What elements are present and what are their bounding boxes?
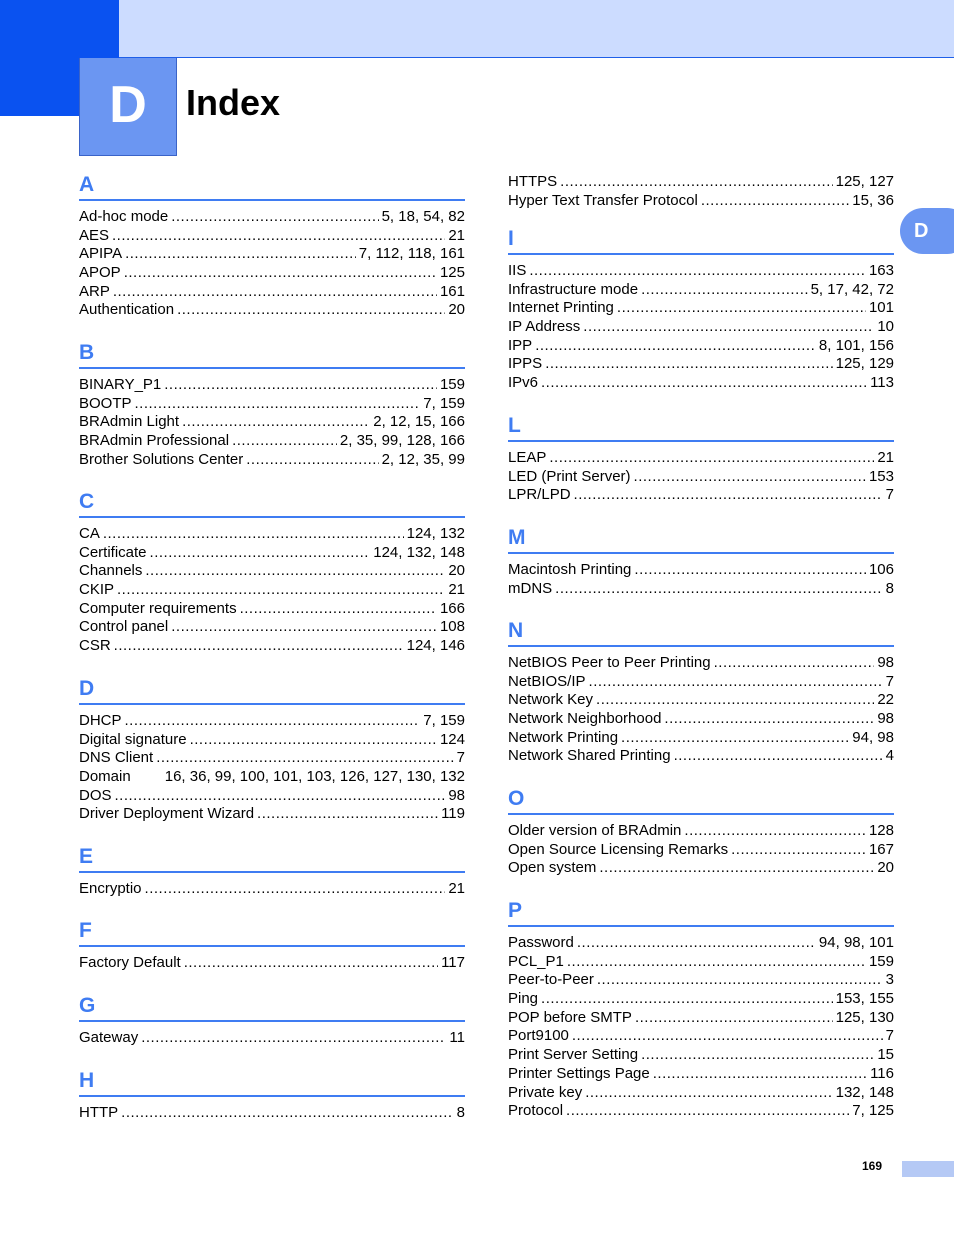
index-term: NetBIOS/IP bbox=[508, 672, 586, 690]
index-term: Open Source Licensing Remarks bbox=[508, 840, 729, 858]
dot-leader bbox=[572, 1027, 883, 1046]
index-term: ARP bbox=[79, 282, 110, 300]
index-page-refs: 8, 101, 156 bbox=[818, 336, 894, 354]
index-term: Printer Settings Page bbox=[508, 1064, 650, 1082]
index-page-refs: 15 bbox=[877, 1046, 894, 1064]
index-term: mDNS bbox=[508, 579, 553, 597]
index-term: Ad-hoc mode bbox=[79, 208, 169, 225]
index-page-refs: 161 bbox=[439, 282, 465, 300]
entry-list bbox=[79, 1104, 465, 1123]
index-term: DNS Client bbox=[79, 749, 154, 767]
section-letter-heading: P bbox=[508, 898, 894, 927]
index-page-refs: 159 bbox=[439, 376, 465, 393]
index-term: Digital signature bbox=[79, 730, 187, 748]
section-letter-heading: B bbox=[79, 340, 465, 369]
dot-leader bbox=[171, 618, 437, 637]
index-section-o bbox=[508, 786, 894, 878]
index-page-refs: 125, 127 bbox=[835, 173, 894, 190]
index-term: IIS bbox=[508, 262, 527, 279]
index-term: CKIP bbox=[79, 581, 115, 599]
index-page-refs: 7, 112, 118, 161 bbox=[358, 245, 465, 263]
dot-leader bbox=[182, 413, 370, 432]
index-entry bbox=[508, 673, 894, 692]
dot-leader bbox=[674, 747, 883, 766]
entry-list bbox=[508, 934, 894, 1121]
index-page-refs: 7 bbox=[885, 486, 894, 504]
index-page-refs: 106 bbox=[868, 561, 894, 578]
section-letter-heading: N bbox=[508, 618, 894, 647]
index-entry bbox=[508, 561, 894, 580]
dot-leader bbox=[150, 544, 371, 563]
index-term: Driver Deployment Wizard bbox=[79, 805, 255, 823]
dot-leader bbox=[535, 337, 816, 356]
index-page-refs: 7, 125 bbox=[852, 1102, 894, 1120]
index-term: Certificate bbox=[79, 543, 147, 561]
index-term: Computer requirements bbox=[79, 599, 237, 617]
entry-list bbox=[508, 822, 894, 878]
index-term: Protocol bbox=[508, 1102, 564, 1120]
index-page-refs: 119 bbox=[441, 805, 465, 823]
index-section-p bbox=[508, 898, 894, 1121]
dot-leader bbox=[541, 990, 833, 1009]
dot-leader bbox=[156, 749, 453, 768]
dot-leader bbox=[141, 1029, 446, 1048]
index-page-refs: 124 bbox=[439, 730, 465, 748]
index-page-refs: 124, 132 bbox=[406, 525, 465, 542]
index-page-refs: 124, 132, 148 bbox=[373, 543, 465, 561]
dot-leader bbox=[583, 318, 874, 337]
index-entry bbox=[79, 637, 465, 656]
dot-leader bbox=[566, 1102, 849, 1121]
index-page-refs: 4 bbox=[885, 747, 894, 765]
index-term: Channels bbox=[79, 562, 143, 580]
index-page-refs: 2, 12, 35, 99 bbox=[381, 450, 465, 468]
index-entry bbox=[508, 281, 894, 300]
index-page-refs: 7 bbox=[885, 1027, 894, 1045]
index-term: Network Printing bbox=[508, 728, 619, 746]
index-page-refs: 153 bbox=[868, 467, 894, 485]
index-entry bbox=[79, 208, 465, 227]
index-page-refs: 20 bbox=[877, 859, 894, 877]
section-letter-heading: G bbox=[79, 993, 465, 1022]
index-entry bbox=[508, 262, 894, 281]
index-entry bbox=[508, 729, 894, 748]
index-page-refs: 21 bbox=[448, 880, 465, 897]
index-entry bbox=[508, 953, 894, 972]
dot-leader bbox=[617, 299, 866, 318]
dot-leader bbox=[257, 805, 438, 824]
index-page-refs: 159 bbox=[868, 952, 894, 970]
index-entry bbox=[508, 374, 894, 393]
index-section-i bbox=[508, 226, 894, 393]
index-section-l bbox=[508, 413, 894, 505]
entry-list bbox=[508, 262, 894, 393]
index-entry bbox=[508, 337, 894, 356]
index-section-g bbox=[79, 993, 465, 1048]
index-entry bbox=[508, 934, 894, 953]
index-entry bbox=[508, 1027, 894, 1046]
index-term: APIPA bbox=[79, 245, 123, 263]
dot-leader bbox=[113, 283, 437, 302]
index-section-h bbox=[79, 1068, 465, 1123]
footer-accent-bar bbox=[902, 1161, 954, 1177]
index-term: POP before SMTP bbox=[508, 1008, 632, 1026]
index-term: LEAP bbox=[508, 449, 547, 466]
dot-leader bbox=[641, 1046, 874, 1065]
index-term: Ping bbox=[508, 990, 539, 1008]
dot-leader bbox=[121, 1104, 453, 1123]
index-entry bbox=[79, 787, 465, 806]
index-term: Older version of BRAdmin bbox=[508, 822, 682, 839]
dot-leader bbox=[596, 691, 874, 710]
index-page-refs: 7, 159 bbox=[423, 712, 465, 729]
dot-leader bbox=[567, 953, 866, 972]
index-term: Password bbox=[508, 934, 574, 951]
dot-leader bbox=[190, 731, 437, 750]
index-entry bbox=[79, 432, 465, 451]
entry-list bbox=[79, 712, 465, 824]
index-entry bbox=[79, 600, 465, 619]
dot-leader bbox=[653, 1065, 867, 1084]
index-page-refs: 101 bbox=[868, 299, 894, 317]
index-page-refs: 21 bbox=[448, 581, 465, 599]
index-term: BRAdmin Light bbox=[79, 413, 180, 431]
index-entry bbox=[508, 710, 894, 729]
index-section-b bbox=[79, 340, 465, 469]
index-term: IPP bbox=[508, 336, 533, 354]
index-term: Macintosh Printing bbox=[508, 561, 632, 578]
entry-list bbox=[79, 1029, 465, 1048]
entry-list bbox=[79, 208, 465, 320]
dot-leader bbox=[701, 192, 849, 211]
chapter-letter-box: D bbox=[79, 58, 177, 156]
dot-leader bbox=[246, 451, 378, 470]
index-entry bbox=[79, 618, 465, 637]
index-entry bbox=[79, 581, 465, 600]
index-term: APOP bbox=[79, 264, 121, 282]
index-term: LPR/LPD bbox=[508, 486, 571, 504]
index-term: Control panel bbox=[79, 618, 169, 636]
index-page-refs: 124, 146 bbox=[406, 637, 465, 655]
dot-leader bbox=[529, 262, 866, 281]
index-entry bbox=[508, 822, 894, 841]
index-entry bbox=[508, 486, 894, 505]
dot-leader bbox=[549, 449, 874, 468]
index-entry bbox=[508, 173, 894, 192]
index-section-f bbox=[79, 918, 465, 973]
index-entry bbox=[79, 264, 465, 283]
index-term: IPv6 bbox=[508, 374, 539, 392]
index-term: Gateway bbox=[79, 1029, 139, 1046]
dot-leader bbox=[597, 971, 883, 990]
index-page-refs: 125, 129 bbox=[835, 355, 894, 373]
dot-leader bbox=[731, 841, 866, 860]
index-page-refs: 98 bbox=[877, 654, 894, 671]
index-term: IP Address bbox=[508, 318, 581, 336]
index-entry bbox=[508, 1046, 894, 1065]
dot-leader bbox=[714, 654, 875, 673]
index-entry bbox=[79, 395, 465, 414]
index-entry bbox=[508, 318, 894, 337]
index-entry bbox=[79, 1029, 465, 1048]
index-term: Network Neighborhood bbox=[508, 710, 662, 728]
index-entry bbox=[508, 841, 894, 860]
dot-leader bbox=[184, 954, 438, 973]
index-entry bbox=[79, 954, 465, 973]
section-letter-heading: E bbox=[79, 844, 465, 873]
dot-leader bbox=[171, 208, 378, 227]
section-letter-heading: D bbox=[79, 676, 465, 705]
index-entry bbox=[79, 301, 465, 320]
index-entry bbox=[508, 299, 894, 318]
index-term: Authentication bbox=[79, 301, 175, 319]
index-section-n bbox=[508, 618, 894, 766]
index-section-c bbox=[79, 489, 465, 656]
index-entry bbox=[79, 376, 465, 395]
dot-leader bbox=[145, 562, 445, 581]
entry-list bbox=[79, 376, 465, 469]
chapter-side-tab[interactable]: D bbox=[900, 208, 954, 254]
index-entry bbox=[79, 451, 465, 470]
index-term: Domain bbox=[79, 768, 131, 786]
index-page-refs: 128 bbox=[868, 822, 894, 839]
index-page-refs: 2, 12, 15, 166 bbox=[373, 413, 465, 431]
index-entry bbox=[79, 245, 465, 264]
dot-leader bbox=[635, 1009, 833, 1028]
index-page-refs: 7, 159 bbox=[423, 394, 465, 412]
index-page-refs: 125, 130 bbox=[835, 1008, 894, 1026]
index-term: Encryptio bbox=[79, 880, 142, 897]
index-page-refs: 113 bbox=[870, 374, 894, 392]
index-page-refs: 94, 98, 101 bbox=[818, 934, 894, 951]
dot-leader bbox=[232, 432, 337, 451]
dot-leader bbox=[621, 729, 849, 748]
index-entry bbox=[79, 749, 465, 768]
index-entry bbox=[508, 1009, 894, 1028]
index-entry bbox=[508, 449, 894, 468]
index-page-refs: 5, 17, 42, 72 bbox=[810, 280, 894, 298]
dot-leader bbox=[240, 600, 437, 619]
dot-leader bbox=[117, 581, 445, 600]
dot-leader bbox=[664, 710, 874, 729]
index-entry bbox=[79, 283, 465, 302]
index-term: PCL_P1 bbox=[508, 952, 564, 970]
index-page-refs: 108 bbox=[439, 618, 465, 636]
index-term: IPPS bbox=[508, 355, 543, 373]
index-term: DHCP bbox=[79, 712, 122, 729]
index-entry bbox=[79, 880, 465, 899]
dot-leader bbox=[641, 281, 808, 300]
dot-leader bbox=[574, 486, 883, 505]
dot-leader bbox=[124, 264, 437, 283]
entry-list bbox=[508, 561, 894, 598]
index-term: HTTPS bbox=[508, 173, 558, 190]
index-entry bbox=[508, 990, 894, 1009]
index-entry bbox=[508, 747, 894, 766]
section-letter-heading: H bbox=[79, 1068, 465, 1097]
index-page-refs: 98 bbox=[448, 786, 465, 804]
index-term: Infrastructure mode bbox=[508, 280, 639, 298]
index-entry bbox=[79, 712, 465, 731]
index-page-refs: 8 bbox=[885, 579, 894, 597]
index-page-refs: 117 bbox=[441, 954, 465, 971]
index-page-refs: 7 bbox=[456, 749, 465, 767]
index-page-refs: 20 bbox=[448, 562, 465, 580]
dot-leader bbox=[585, 1084, 832, 1103]
index-page-refs: 16, 36, 99, 100, 101, 103, 126, 127, 130, 132 bbox=[164, 768, 465, 786]
dot-leader bbox=[545, 355, 832, 374]
index-page-refs: 132, 148 bbox=[835, 1083, 894, 1101]
index-entry bbox=[79, 227, 465, 246]
index-term: Network Key bbox=[508, 691, 594, 709]
dot-leader bbox=[555, 580, 882, 599]
index-entry bbox=[79, 413, 465, 432]
index-term: CA bbox=[79, 525, 100, 542]
section-letter-heading: F bbox=[79, 918, 465, 947]
index-section-h-continued bbox=[508, 173, 894, 210]
index-entry bbox=[79, 805, 465, 824]
index-term: Hyper Text Transfer Protocol bbox=[508, 191, 698, 209]
dot-leader bbox=[103, 525, 404, 544]
dot-leader bbox=[164, 376, 437, 395]
index-entry bbox=[508, 580, 894, 599]
index-page-refs: 7 bbox=[885, 672, 894, 690]
entry-list bbox=[79, 954, 465, 973]
index-term: CSR bbox=[79, 637, 111, 655]
index-entry bbox=[79, 544, 465, 563]
dot-leader bbox=[577, 934, 816, 953]
index-page-refs: 22 bbox=[877, 691, 894, 709]
index-entry bbox=[508, 468, 894, 487]
index-page-refs: 15, 36 bbox=[852, 191, 894, 209]
index-term: Peer-to-Peer bbox=[508, 971, 594, 989]
dot-leader bbox=[125, 712, 421, 731]
index-term: BRAdmin Professional bbox=[79, 432, 230, 450]
entry-list bbox=[79, 525, 465, 656]
index-entry bbox=[508, 355, 894, 374]
index-page-refs: 125 bbox=[439, 264, 465, 282]
index-section-m bbox=[508, 525, 894, 598]
page-number: 169 bbox=[862, 1159, 883, 1173]
section-letter-heading: C bbox=[79, 489, 465, 518]
index-term: Private key bbox=[508, 1083, 583, 1101]
entry-list bbox=[79, 880, 465, 899]
index-entry bbox=[508, 192, 894, 211]
dot-leader bbox=[114, 637, 404, 656]
index-page-refs: 5, 18, 54, 82 bbox=[381, 208, 465, 225]
dot-leader bbox=[634, 561, 866, 580]
index-page-refs: 21 bbox=[448, 226, 465, 244]
index-page-refs: 20 bbox=[448, 301, 465, 319]
index-term: Internet Printing bbox=[508, 299, 614, 317]
index-page-refs: 163 bbox=[868, 262, 894, 279]
entry-list bbox=[508, 654, 894, 766]
index-page-refs: 116 bbox=[870, 1064, 894, 1082]
index-page-refs: 153, 155 bbox=[835, 990, 894, 1008]
index-page-refs: 94, 98 bbox=[852, 728, 894, 746]
index-page-refs: 167 bbox=[868, 840, 894, 858]
index-term: Print Server Setting bbox=[508, 1046, 639, 1064]
entry-list bbox=[508, 449, 894, 505]
section-letter-heading: I bbox=[508, 226, 894, 255]
index-term: HTTP bbox=[79, 1104, 119, 1121]
index-entry bbox=[508, 971, 894, 990]
index-page-refs: 166 bbox=[439, 599, 465, 617]
section-letter-heading: O bbox=[508, 786, 894, 815]
index-entry bbox=[79, 1104, 465, 1123]
index-entry bbox=[508, 1084, 894, 1103]
dot-leader bbox=[541, 374, 867, 393]
index-page-refs: 2, 35, 99, 128, 166 bbox=[339, 432, 465, 450]
index-entry bbox=[79, 562, 465, 581]
index-term: NetBIOS Peer to Peer Printing bbox=[508, 654, 711, 671]
dot-leader bbox=[599, 859, 874, 878]
index-section-e bbox=[79, 844, 465, 899]
index-entry bbox=[79, 731, 465, 750]
index-page-refs: 10 bbox=[877, 318, 894, 336]
section-letter-heading: A bbox=[79, 172, 465, 201]
index-term: BOOTP bbox=[79, 394, 132, 412]
index-term: Network Shared Printing bbox=[508, 747, 671, 765]
dot-leader bbox=[125, 245, 356, 264]
index-entry bbox=[508, 859, 894, 878]
index-term: DOS bbox=[79, 786, 112, 804]
index-term: AES bbox=[79, 226, 110, 244]
index-term: BINARY_P1 bbox=[79, 376, 162, 393]
dot-leader bbox=[133, 768, 163, 787]
dot-leader bbox=[112, 227, 445, 246]
dot-leader bbox=[177, 301, 445, 320]
index-entry bbox=[79, 768, 465, 787]
dot-leader bbox=[634, 468, 866, 487]
dot-leader bbox=[589, 673, 883, 692]
page-title: Index bbox=[186, 82, 281, 123]
index-term: Brother Solutions Center bbox=[79, 450, 244, 468]
index-page-refs: 21 bbox=[877, 449, 894, 466]
index-term: Open system bbox=[508, 859, 597, 877]
section-letter-heading: L bbox=[508, 413, 894, 442]
index-term: Factory Default bbox=[79, 954, 181, 971]
dot-leader bbox=[135, 395, 421, 414]
index-section-a bbox=[79, 172, 465, 320]
header-band bbox=[0, 0, 954, 58]
dot-leader bbox=[684, 822, 866, 841]
index-entry bbox=[508, 654, 894, 673]
index-entry bbox=[508, 1102, 894, 1121]
index-term: LED (Print Server) bbox=[508, 467, 631, 485]
dot-leader bbox=[560, 173, 832, 192]
index-section-d bbox=[79, 676, 465, 824]
index-term: Port9100 bbox=[508, 1027, 569, 1045]
dot-leader bbox=[145, 880, 446, 899]
index-page-refs: 3 bbox=[885, 971, 894, 989]
index-entry bbox=[508, 691, 894, 710]
index-page-refs: 8 bbox=[456, 1104, 465, 1121]
index-entry bbox=[508, 1065, 894, 1084]
index-page-refs: 11 bbox=[449, 1029, 465, 1046]
index-page-refs: 98 bbox=[877, 710, 894, 728]
section-letter-heading: M bbox=[508, 525, 894, 554]
dot-leader bbox=[115, 787, 446, 806]
index-entry bbox=[79, 525, 465, 544]
